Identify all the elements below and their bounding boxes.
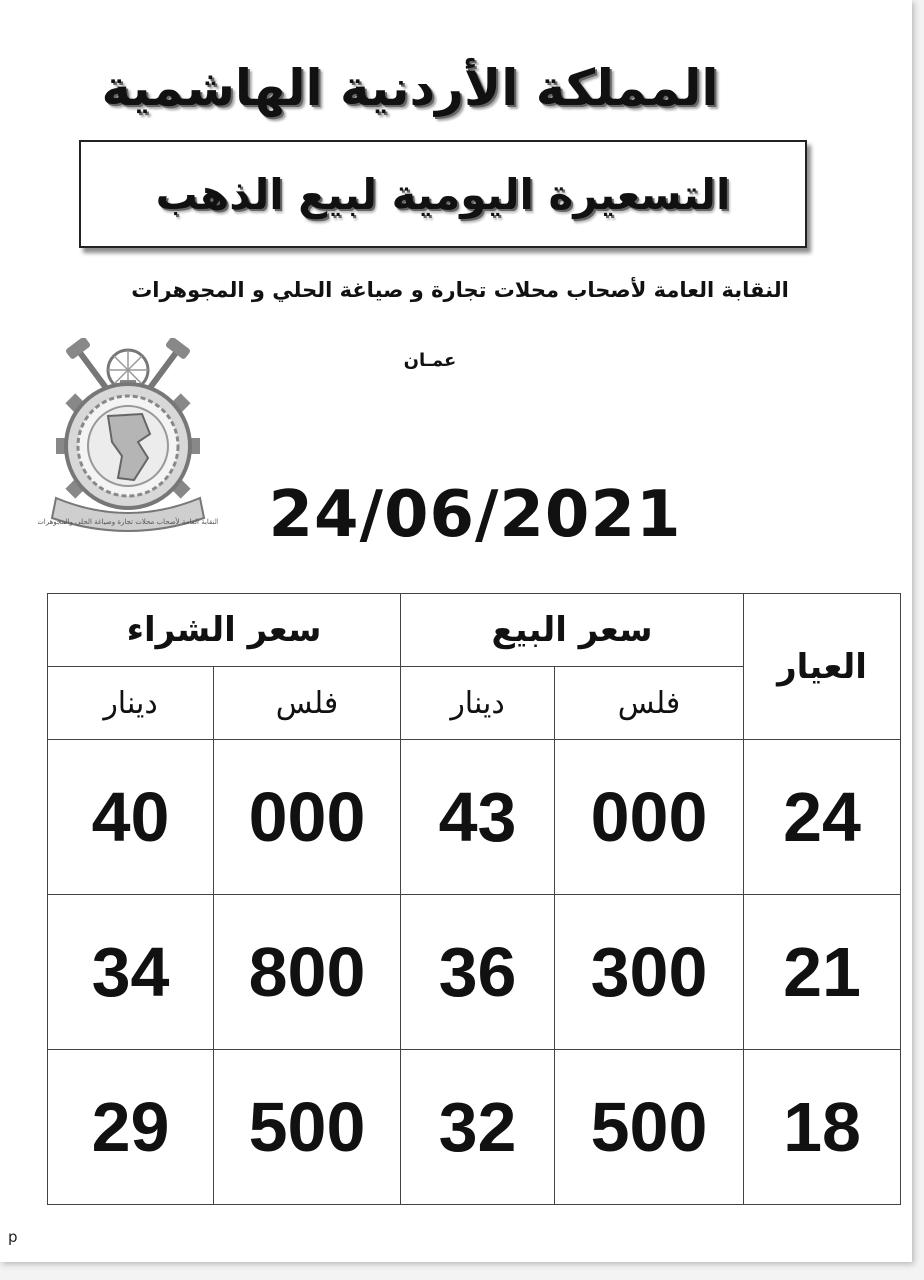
buy-fils-cell: 000 — [214, 740, 401, 895]
karat-cell: 24 — [744, 740, 901, 895]
karat-header: العيار — [744, 594, 901, 740]
sell-dinar-cell: 43 — [401, 740, 555, 895]
buy-dinar-header: دينار — [48, 667, 214, 740]
gold-price-table — [47, 593, 901, 1205]
karat-cell: 18 — [744, 1050, 901, 1205]
sell-fils-cell: 300 — [555, 895, 744, 1050]
title-box — [79, 140, 807, 248]
sell-fils-header: فلس — [555, 667, 744, 740]
sell-fils-cell: 500 — [555, 1050, 744, 1205]
union-name: النقابة العامة لأصحاب محلات تجارة و صياغة الحلي و المجوهرات — [131, 278, 789, 302]
table-row — [48, 1050, 901, 1205]
edge-mark: p — [8, 1228, 18, 1246]
sell-dinar-header: دينار — [401, 667, 555, 740]
sell-fils-cell: 000 — [555, 740, 744, 895]
union-emblem-icon — [38, 338, 218, 538]
buy-dinar-cell: 34 — [48, 895, 214, 1050]
document-title: التسعيرة اليومية لبيع الذهب — [155, 169, 731, 219]
table-row — [48, 740, 901, 895]
sell-price-header: سعر البيع — [401, 594, 744, 667]
buy-dinar-cell: 29 — [48, 1050, 214, 1205]
sell-dinar-cell: 32 — [401, 1050, 555, 1205]
buy-fils-cell: 500 — [214, 1050, 401, 1205]
buy-fils-header: فلس — [214, 667, 401, 740]
buy-fils-cell: 800 — [214, 895, 401, 1050]
price-date: 24/06/2021 — [268, 478, 682, 552]
buy-price-header: سعر الشراء — [48, 594, 401, 667]
buy-dinar-cell: 40 — [48, 740, 214, 895]
country-title: المملكة الأردنية الهاشمية — [101, 59, 719, 117]
city-name: عمـان — [403, 350, 457, 371]
svg-text:النقابة العامة لأصحاب محلات تج: النقابة العامة لأصحاب محلات تجارة وصياغة الحلي والمجوهرات — [38, 518, 218, 526]
table-row — [48, 895, 901, 1050]
karat-cell: 21 — [744, 895, 901, 1050]
sell-dinar-cell: 36 — [401, 895, 555, 1050]
